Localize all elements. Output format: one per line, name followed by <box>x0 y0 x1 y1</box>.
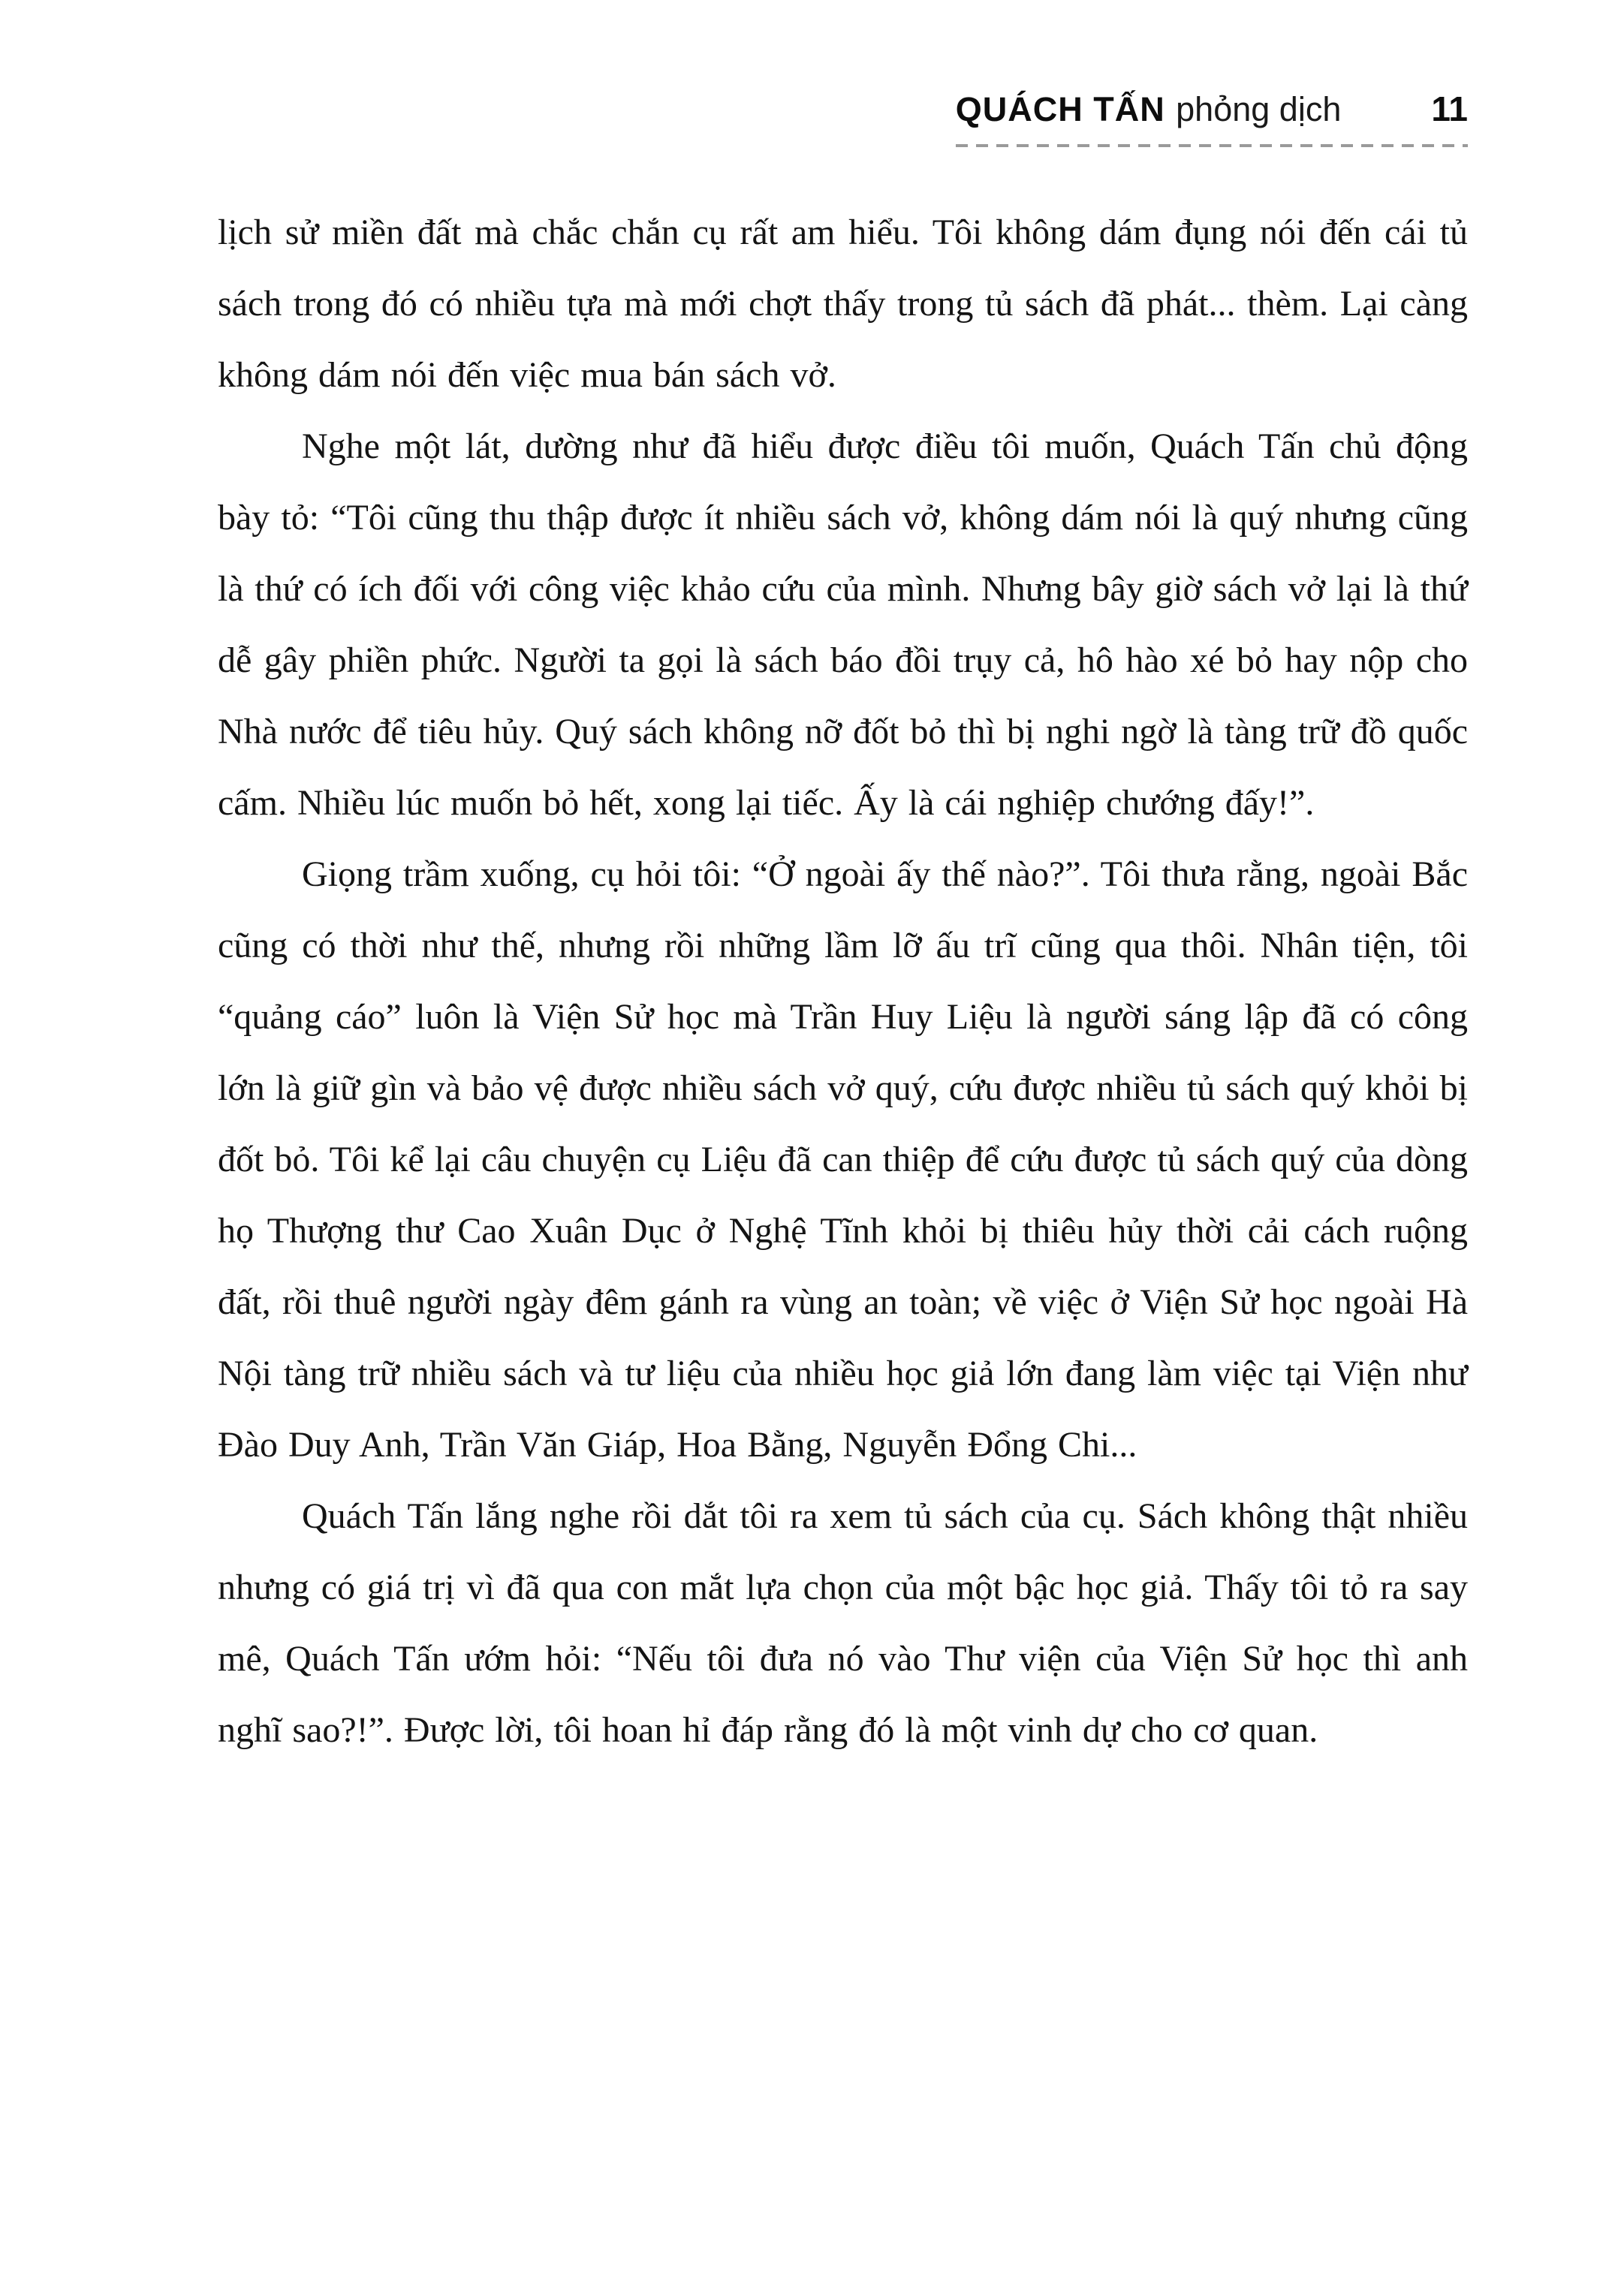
header-title <box>956 90 1342 129</box>
paragraph-continued: lịch sử miền đất mà chắc chắn cụ rất am hiểu. Tôi không dám đụng nói đến cái tủ sách trong đó có nhiều tựa mà mới chợt thấy trong tủ sách đã phát... thèm. Lại càng không dám nói đến việc mua bán sách vở. <box>218 212 1468 395</box>
paragraph: Nghe một lát, dường như đã hiểu được điều tôi muốn, Quách Tấn chủ động bày tỏ: “Tôi cũng thu thập được ít nhiều sách vở, không dám nói là quý nhưng cũng là thứ có ích đối với công việc khảo cứu của mình. Nhưng bây giờ sách vở lại là thứ dễ gây phiền phức. Người ta gọi là sách báo đồi trụy cả, hô hào xé bỏ hay nộp cho Nhà nước để tiêu hủy. Quý sách không nỡ đốt bỏ thì bị nghi ngờ là tàng trữ đồ quốc cấm. Nhiều lúc muốn bỏ hết, xong lại tiếc. Ấy là cái nghiệp chướng đấy!”. <box>218 426 1468 823</box>
paragraph: Giọng trầm xuống, cụ hỏi tôi: “Ở ngoài ấy thế nào?”. Tôi thưa rằng, ngoài Bắc cũng có thời như thế, nhưng rồi những lầm lỡ ấu trĩ cũng qua thôi. Nhân tiện, tôi “quảng cáo” luôn là Viện Sử học mà Trần Huy Liệu là người sáng lập đã có công lớn là giữ gìn và bảo vệ được nhiều sách vở quý, cứu được nhiều tủ sách quý khỏi bị đốt bỏ. Tôi kể lại câu chuyện cụ Liệu đã can thiệp để cứu được tủ sách quý của dòng họ Thượng thư Cao Xuân Dục ở Nghệ Tĩnh khỏi bị thiêu hủy thời cải cách ruộng đất, rồi thuê người ngày đêm gánh ra vùng an toàn; về việc ở Viện Sử học ngoài Hà Nội tàng trữ nhiều sách và tư liệu của nhiều học giả lớn đang làm việc tại Viện như Đào Duy Anh, Trần Văn Giáp, Hoa Bằng, Nguyễn Đổng Chi... <box>218 854 1468 1465</box>
header-row <box>956 89 1468 129</box>
header-rule <box>956 144 1468 147</box>
author-name: QUÁCH TẤN <box>955 90 1165 128</box>
header-wrap <box>956 89 1468 147</box>
page-number: 11 <box>1431 89 1468 128</box>
translation-note: phỏng dịch <box>1176 90 1342 128</box>
paragraph: Quách Tấn lắng nghe rồi dắt tôi ra xem tủ sách của cụ. Sách không thật nhiều nhưng có giá trị vì đã qua con mắt lựa chọn của một bậc học giả. Thấy tôi tỏ ra say mê, Quách Tấn ướm hỏi: “Nếu tôi đưa nó vào Thư viện của Viện Sử học thì anh nghĩ sao?!”. Được lời, tôi hoan hỉ đáp rằng đó là một vinh dự cho cơ quan. <box>218 1496 1468 1750</box>
page-header <box>218 89 1468 147</box>
body-text <box>218 197 1468 1766</box>
